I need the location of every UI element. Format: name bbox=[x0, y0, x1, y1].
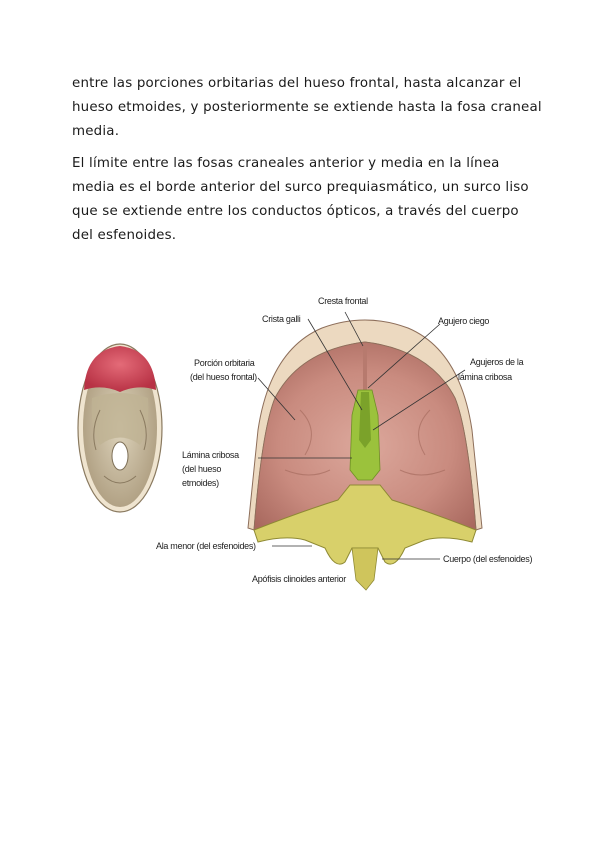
label-agujeros-lamina-2: lámina cribosa bbox=[458, 372, 512, 382]
label-agujeros-lamina-1: Agujeros de la bbox=[470, 357, 524, 367]
label-apofisis: Apófisis clinoides anterior bbox=[252, 574, 346, 584]
label-ala-menor: Ala menor (del esfenoides) bbox=[156, 541, 256, 551]
label-agujero-ciego: Agujero ciego bbox=[438, 316, 490, 326]
overview-skull bbox=[78, 344, 162, 512]
paragraph-1: entre las porciones orbitarias del hueso frontal, hasta alcanzar el hueso etmoides, y posteriormente se extiende hasta la fosa craneal media. bbox=[72, 76, 542, 139]
anterior-fossa-illustration bbox=[248, 320, 482, 590]
label-lamina-cribosa-2: (del hueso bbox=[182, 464, 222, 474]
label-lamina-cribosa-3: etmoides) bbox=[182, 478, 219, 488]
label-lamina-cribosa-1: Lámina cribosa bbox=[182, 450, 239, 460]
overview-anterior-fossa bbox=[84, 346, 156, 392]
label-cresta-frontal: Cresta frontal bbox=[318, 296, 368, 306]
sphenoid-body bbox=[352, 548, 378, 590]
label-porcion-orbitaria-2: (del hueso frontal) bbox=[190, 372, 257, 382]
label-porcion-orbitaria-1: Porción orbitaria bbox=[194, 358, 255, 368]
frontal-crest bbox=[363, 344, 367, 390]
anatomy-illustration bbox=[0, 280, 600, 600]
crista-galli bbox=[359, 392, 371, 448]
paragraph-2: El límite entre las fosas craneales anterior y media en la línea media es el borde anterior del surco prequiasmático, un surco liso que se extiende entre los conductos ópticos, a través del cuerpo del esfenoides. bbox=[72, 156, 529, 243]
label-cuerpo: Cuerpo (del esfenoides) bbox=[443, 554, 533, 564]
anatomy-figure bbox=[0, 280, 600, 600]
foramen-magnum bbox=[112, 442, 128, 470]
label-crista-galli: Crista galli bbox=[262, 314, 301, 324]
